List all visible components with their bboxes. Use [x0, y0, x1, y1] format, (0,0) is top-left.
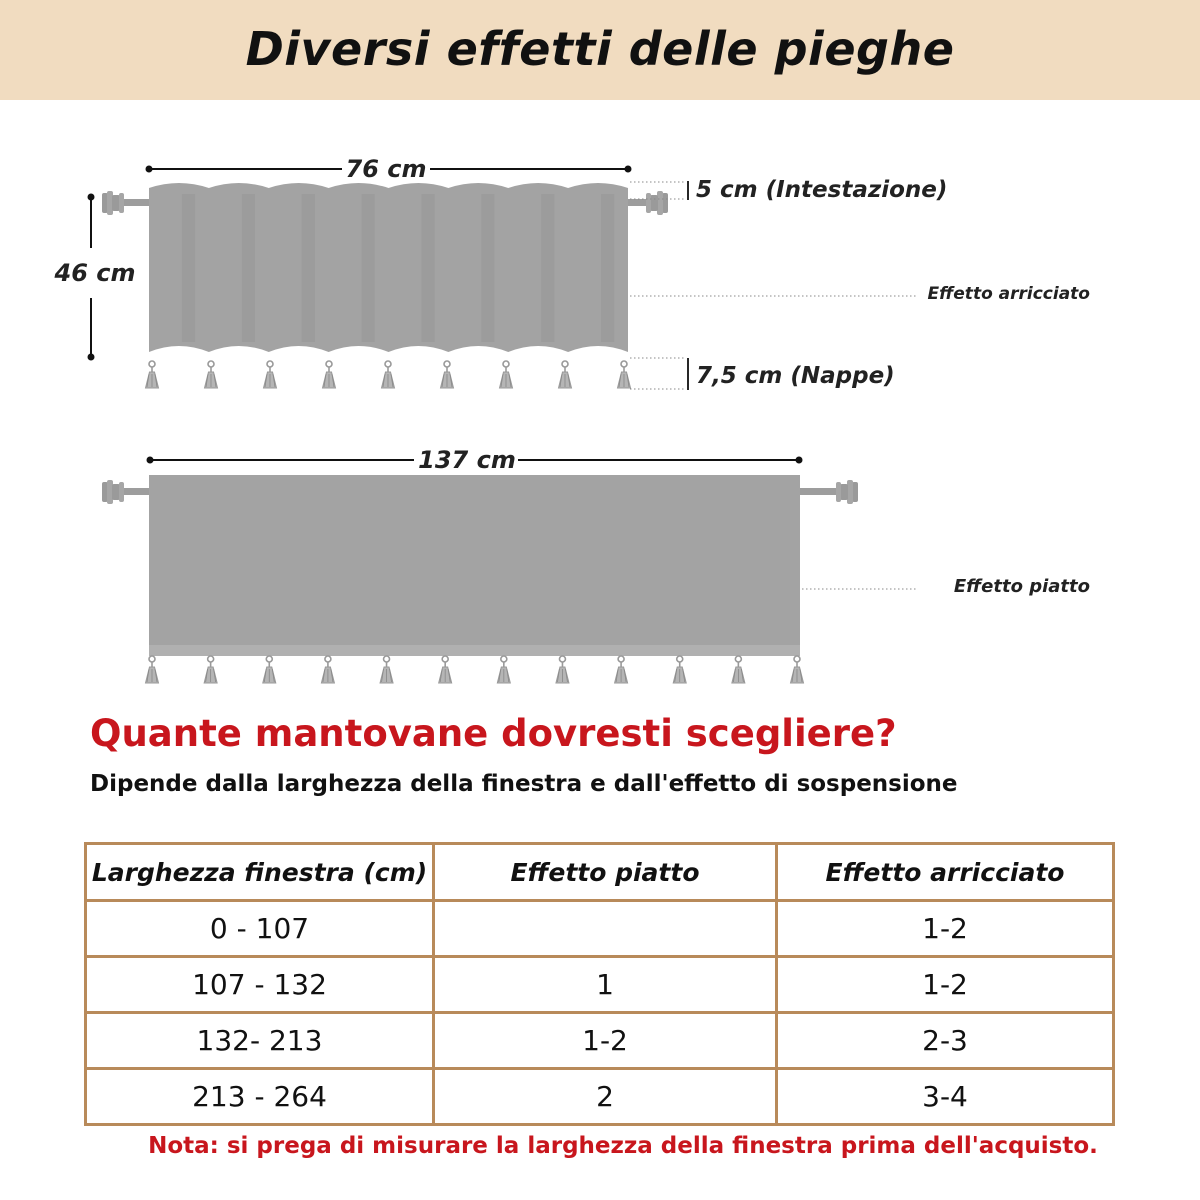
gathered-tassels	[146, 361, 631, 388]
table-cell: 1-2	[777, 957, 1114, 1013]
table-row	[86, 1069, 1114, 1125]
table-cell: 1-2	[777, 901, 1114, 957]
table-cell: 2-3	[777, 1013, 1114, 1069]
table-cell: 3-4	[777, 1069, 1114, 1125]
fabric-fold	[481, 194, 494, 342]
tassel	[323, 361, 336, 388]
tassel	[382, 361, 395, 388]
table-cell	[434, 901, 777, 957]
rod-finial-left	[102, 191, 124, 215]
fabric-fold	[302, 194, 315, 342]
tassel	[146, 361, 159, 388]
tassel	[500, 361, 513, 388]
flat-fabric-hem	[149, 645, 800, 656]
gathered-effect-label: Effetto arricciato	[927, 284, 1090, 304]
table-cell: 1	[434, 957, 777, 1013]
question-title: Quante mantovane dovresti scegliere?	[90, 712, 897, 755]
tassel	[556, 656, 569, 683]
size-table	[84, 842, 1115, 1126]
fabric-fold	[541, 194, 554, 342]
table-header-row	[86, 844, 1114, 901]
valance-diagram	[0, 100, 1200, 700]
purchase-note: Nota: si prega di misurare la larghezza della finestra prima dell'acquisto.	[148, 1133, 1098, 1159]
column-header: Effetto arricciato	[777, 844, 1114, 901]
table-cell: 213 - 264	[86, 1069, 434, 1125]
dimension-endpoint	[88, 354, 95, 361]
gathered-valance	[54, 155, 1091, 390]
gathered-fabric	[149, 183, 628, 352]
gathered-width-label: 76 cm	[345, 155, 427, 183]
tassel	[559, 361, 572, 388]
fabric-fold	[362, 194, 375, 342]
flat-fabric	[149, 475, 800, 645]
column-header: Larghezza finestra (cm)	[86, 844, 434, 901]
flat-valance	[102, 446, 1090, 683]
page-title: Diversi effetti delle pieghe	[245, 22, 955, 76]
gathered-height-label: 46 cm	[54, 259, 136, 287]
column-header: Effetto piatto	[434, 844, 777, 901]
dimension-endpoint	[625, 166, 632, 173]
fabric-fold	[421, 194, 434, 342]
tassel	[204, 656, 217, 683]
rod-finial-left	[102, 480, 124, 504]
dimension-endpoint	[796, 457, 803, 464]
fabric-fold	[182, 194, 195, 342]
tassel	[439, 656, 452, 683]
tassel	[618, 361, 631, 388]
table-cell: 2	[434, 1069, 777, 1125]
fabric-fold	[242, 194, 255, 342]
tassel-dimension-label: 7,5 cm (Nappe)	[696, 363, 895, 389]
tassel	[146, 656, 159, 683]
tassel	[380, 656, 393, 683]
rod-finial-right	[646, 191, 668, 215]
flat-tassels	[146, 656, 804, 683]
tassel	[791, 656, 804, 683]
dimension-endpoint	[88, 194, 95, 201]
title-banner	[0, 0, 1200, 100]
dimension-endpoint	[146, 166, 153, 173]
question-subtitle: Dipende dalla larghezza della finestra e dall'effetto di sospensione	[90, 771, 958, 797]
tassel	[321, 656, 334, 683]
table-row	[86, 901, 1114, 957]
fabric-fold	[601, 194, 614, 342]
table-cell: 107 - 132	[86, 957, 434, 1013]
table-cell: 0 - 107	[86, 901, 434, 957]
tassel	[732, 656, 745, 683]
flat-effect-label: Effetto piatto	[953, 576, 1090, 597]
tassel	[205, 361, 218, 388]
header-dimension-label: 5 cm (Intestazione)	[696, 177, 948, 203]
flat-width-label: 137 cm	[418, 446, 516, 474]
tassel	[263, 656, 276, 683]
table-row	[86, 957, 1114, 1013]
dimension-endpoint	[147, 457, 154, 464]
table-cell: 132- 213	[86, 1013, 434, 1069]
table-cell: 1-2	[434, 1013, 777, 1069]
tassel	[441, 361, 454, 388]
table-row	[86, 1013, 1114, 1069]
tassel	[497, 656, 510, 683]
rod-finial-right	[836, 480, 858, 504]
tassel	[264, 361, 277, 388]
tassel	[615, 656, 628, 683]
tassel	[673, 656, 686, 683]
